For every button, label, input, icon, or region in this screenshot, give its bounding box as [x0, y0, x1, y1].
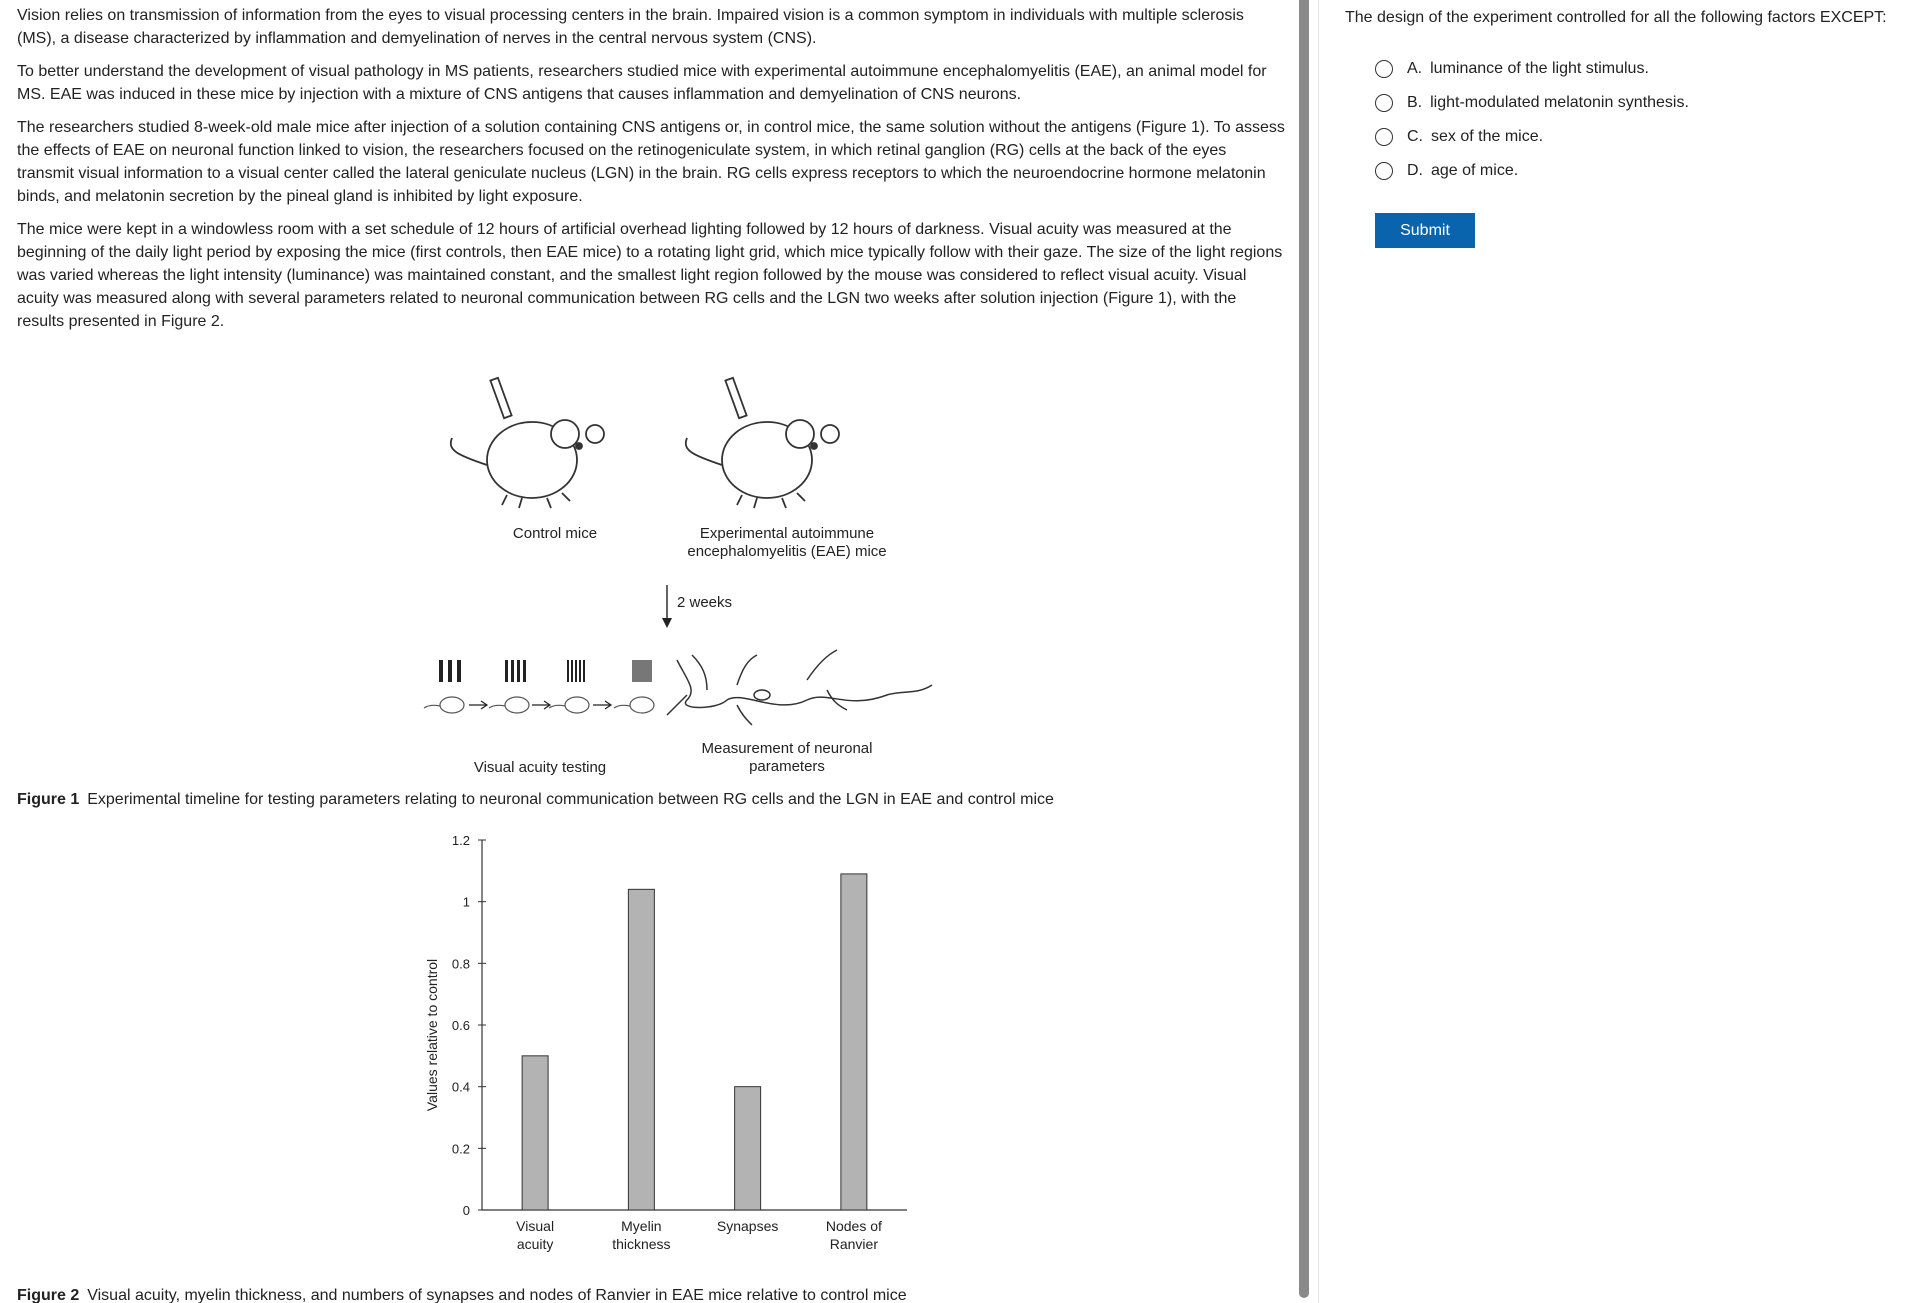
option-letter: C. [1407, 128, 1423, 145]
y-tick-label: 0 [462, 1203, 470, 1218]
passage-paragraph-2: To better understand the development of visual pathology in MS patients, researchers studied mice with experimental autoimmune encephalomyelitis (EAE), an animal model for MS. EAE was induced in these mice by injection with a mixture of CNS antigens that causes inflammation and demyelination of CNS neurons. [17, 63, 1267, 103]
question-pane [1345, 0, 1910, 1303]
option-b[interactable] [1375, 86, 1910, 120]
x-tick-label: thickness [612, 1236, 671, 1252]
y-tick-label: 1.2 [451, 833, 470, 848]
bar-1 [522, 1056, 548, 1210]
radio-button-icon[interactable] [1375, 94, 1393, 112]
passage-paragraph-4: The mice were kept in a windowless room with a set schedule of 12 hours of artificial overhead lighting followed by 12 hours of darkness. Visual acuity was measured at the beginning of the daily light period by exposing the mice (first controls, then EAE mice) to a rotating light grid, which mice typically follow with their gaze. The size of the light regions was varied whereas the light intensity (luminance) was maintained constant, and the smallest light region followed by the mouse was considered to reflect visual acuity. Visual acuity was measured along with several parameters related to neuronal communication between RG cells and the LGN two weeks after solution injection (Figure 1), with the results presented in Figure 2. [17, 221, 1283, 330]
x-tick-label: Myelin [621, 1218, 662, 1234]
x-tick-label: acuity [516, 1236, 554, 1252]
option-text: luminance of the light stimulus. [1430, 60, 1649, 77]
radio-button-icon[interactable] [1375, 60, 1393, 78]
control-mice-label: Control mice [512, 525, 598, 542]
figure-2-caption [17, 1286, 907, 1303]
answer-options [1345, 52, 1910, 188]
bar-4 [841, 874, 867, 1210]
figure-1-number: Figure 1 [17, 791, 80, 808]
eae-mice-label-line1: Experimental autoimmune [699, 525, 875, 542]
y-tick-label: 1 [462, 894, 470, 910]
option-letter: A. [1407, 60, 1423, 77]
two-weeks-label: 2 weeks [677, 594, 733, 611]
option-text: sex of the mice. [1431, 128, 1544, 145]
eae-mice-label-line2: encephalomyelitis (EAE) mice [687, 543, 887, 560]
figure-2-number: Figure 2 [17, 1287, 80, 1303]
y-tick-label: 0.4 [451, 1079, 470, 1095]
x-tick-label: Synapses [716, 1218, 779, 1234]
option-a[interactable] [1375, 52, 1910, 86]
radio-button-icon[interactable] [1375, 162, 1393, 180]
submit-button[interactable]: Submit [1375, 213, 1475, 248]
question-stem: The design of the experiment controlled for all the following factors EXCEPT: [1345, 9, 1887, 26]
neuronal-measurement-label-line2: parameters [749, 758, 825, 775]
small-mice-sequence-icon [424, 697, 654, 713]
neuronal-measurement-label-line1: Measurement of neuronal [701, 740, 873, 757]
option-letter: B. [1407, 94, 1423, 111]
eae-mouse-icon [686, 378, 839, 508]
figure-1-caption-text: Experimental timeline for testing parameters relating to neuronal communication between RG cells and the LGN in EAE and control mice [87, 791, 1054, 808]
x-tick-label: Visual [516, 1218, 555, 1234]
y-axis-label: Values relative to control [424, 958, 440, 1112]
bar-2 [628, 889, 654, 1210]
radio-button-icon[interactable] [1375, 128, 1393, 146]
option-text: light-modulated melatonin synthesis. [1430, 94, 1689, 111]
y-tick-label: 0.2 [451, 1141, 470, 1157]
figure-1-caption [17, 790, 1054, 810]
control-mouse-icon [451, 378, 604, 508]
x-tick-label: Nodes of [825, 1218, 882, 1234]
option-text: age of mice. [1431, 162, 1519, 179]
figure-2-caption-text: Visual acuity, myelin thickness, and numbers of synapses and nodes of Ranvier in EAE mice relative to control mice [87, 1287, 907, 1303]
x-tick-label: Ranvier [829, 1236, 878, 1252]
visual-acuity-testing-label: Visual acuity testing [473, 759, 607, 776]
visual-acuity-grid-icon [439, 660, 652, 682]
option-letter: D. [1407, 162, 1423, 179]
figure-2-bar-chart [397, 820, 917, 1280]
pane-scrollbar[interactable] [1299, 0, 1309, 1298]
neuron-illustration-icon [667, 650, 932, 725]
bar-3 [735, 1087, 761, 1210]
option-d[interactable] [1375, 154, 1910, 188]
timeline-arrow-icon [662, 585, 672, 628]
passage-paragraph-3: The researchers studied 8-week-old male mice after injection of a solution containing CNS antigens or, in control mice, the same solution without the antigens (Figure 1). To assess the effects of EAE on neuronal function linked to vision, the researchers focused on the retinogeniculate system, in which retinal ganglion (RG) cells at the back of the eyes transmit visual information to a visual center called the lateral geniculate nucleus (LGN) in the brain. RG cells express receptors to which the neuroendocrine hormone melatonin binds, and melatonin secretion by the pineal gland is inhibited by light exposure. [17, 119, 1285, 205]
y-tick-label: 0.8 [451, 956, 470, 972]
y-tick-label: 0.6 [451, 1018, 470, 1033]
option-c[interactable] [1375, 120, 1910, 154]
passage-paragraph-1: Vision relies on transmission of information from the eyes to visual processing centers in the brain. Impaired vision is a common symptom in individuals with multiple sclerosis (MS), a disease characterized by inflammation and demyelination of nerves in the central nervous system (CNS). [17, 7, 1244, 47]
figure-1-illustration [407, 360, 967, 780]
passage-pane [17, 0, 1292, 1303]
pane-divider [1318, 0, 1319, 1303]
